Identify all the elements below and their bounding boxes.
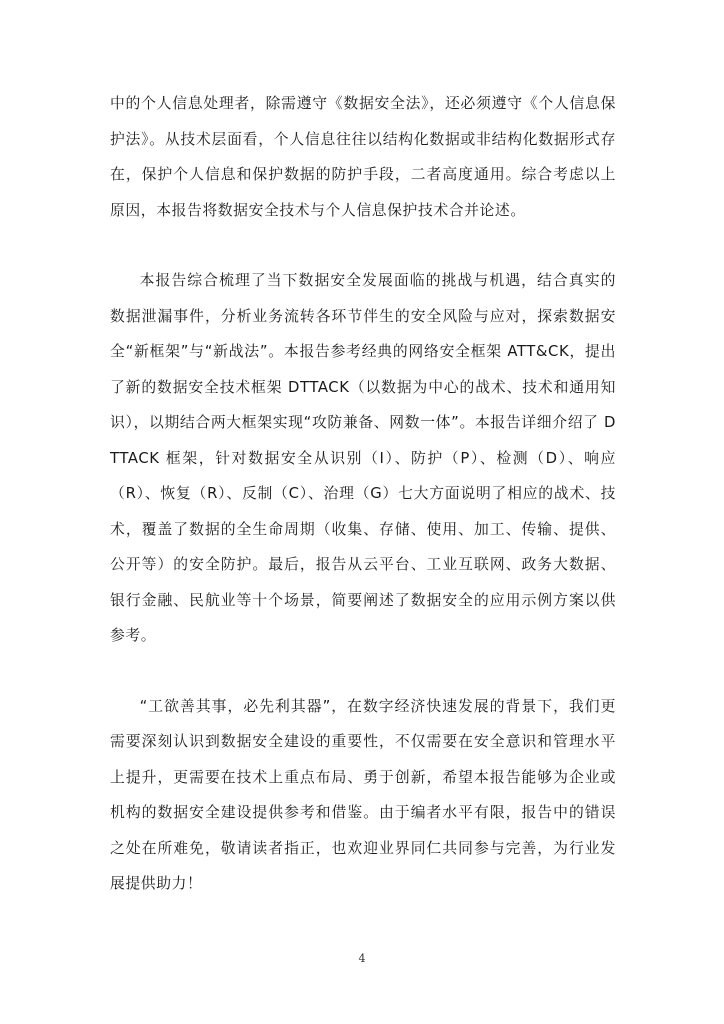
paragraph-1: 中的个人信息处理者，除需遵守《数据安全法》，还必须遵守《个人信息保护法》。从技术层面看，个人信息往往以结构化数据或非结构化数据形式存在，保护个人信息和保护数据的防护手段，二者高度通用。综合考虑以上原因，本报告将数据安全技术与个人信息保护技术合并论述。	[110, 95, 616, 219]
paragraph-3: “工欲善其事，必先利其器”，在数字经济快速发展的背景下，我们更需要深刻认识到数据安全建设的重要性，不仅需要在安全意识和管理水平上提升，更需要在技术上重点布局、勇于创新，希望本报告能够为企业或机构的数据安全建设提供参考和借鉴。由于编者水平有限，报告中的错误之处在所难免，敬请读者指正，也欢迎业界同仁共同参与完善，为行业发展提供助力！	[110, 697, 616, 892]
body-text	[110, 86, 616, 902]
paragraph-2: 本报告综合梳理了当下数据安全发展面临的挑战与机遇，结合真实的数据泄漏事件，分析业务流转各环节伴生的安全风险与应对，探索数据安全“新框架”与“新战法”。本报告参考经典的网络安全框架 ATT&CK，提出了新的数据安全技术框架 DTTACK（以数据为中心的战术、技术和通用知识），以期结合两大框架实现“攻防兼备、网数一体”。本报告详细介绍了 DTTACK 框架，针对数据安全从识别（I）、防护（P）、检测（D）、响应（R）、恢复（R）、反制（C）、治理（G）七大方面说明了相应的战术、技术，覆盖了数据的全生命周期（收集、存储、使用、加工、传输、提供、公开等）的安全防护。最后，报告从云平台、工业互联网、政务大数据、银行金融、民航业等十个场景，简要阐述了数据安全的应用示例方案以供参考。	[110, 272, 616, 644]
page-number: 4	[358, 952, 366, 965]
